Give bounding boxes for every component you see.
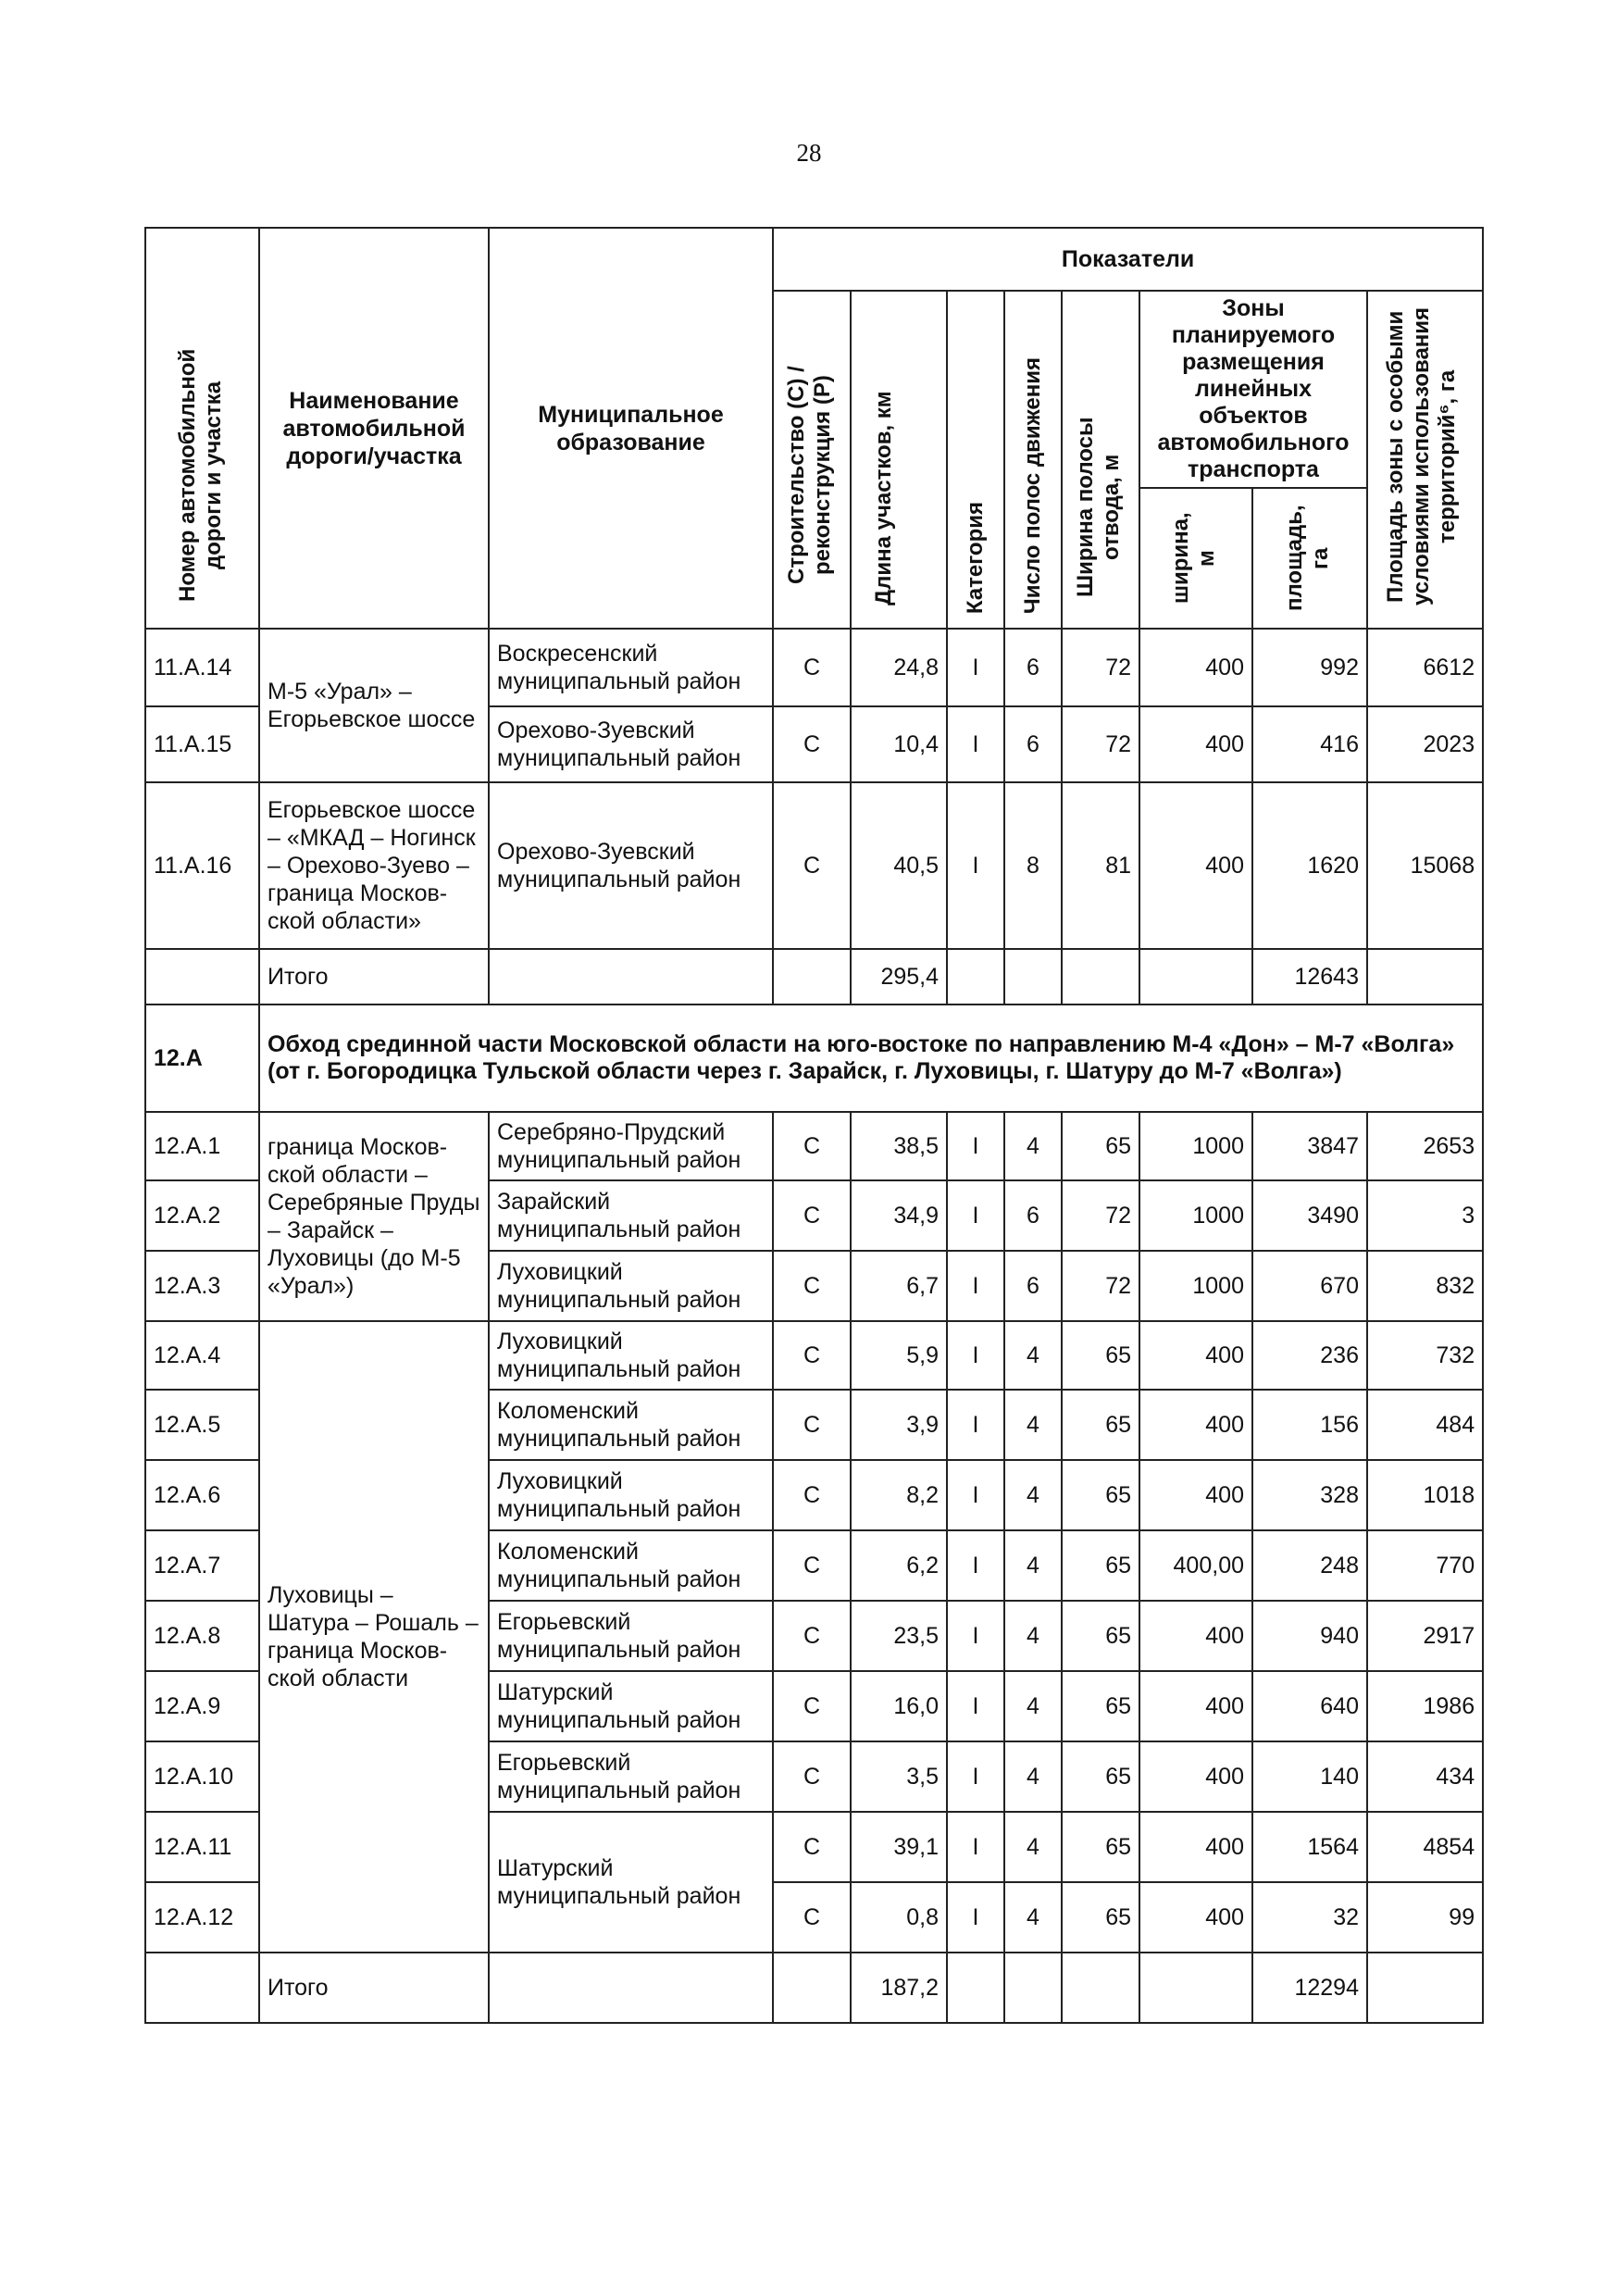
- page-number: 28: [796, 139, 822, 167]
- municipality: Зарайский муниципальный район: [489, 1180, 773, 1251]
- row-id: 12.А.1: [145, 1112, 259, 1180]
- total-zone-area: 12643: [1252, 949, 1367, 1004]
- lanes: 8: [1004, 782, 1062, 949]
- section-title: Обход срединной части Московской области на юго-востоке по направлению М-4 «Дон» – М-7 «Волга» (от г. Богородицка Тульской области через г. Зарайск, г. Луховицы, г. Шатуру до М-7 «Волга»): [259, 1004, 1483, 1112]
- municipality: Орехово-Зуевский муниципальный район: [489, 706, 773, 782]
- row-width: 72: [1062, 629, 1139, 706]
- row-id: 11.А.15: [145, 706, 259, 782]
- construction: С: [773, 706, 851, 782]
- zone-width: 400: [1139, 782, 1252, 949]
- header-category: Категория: [947, 291, 1004, 629]
- total-label: Итого: [259, 949, 489, 1004]
- header-indicators: Показатели: [773, 228, 1483, 291]
- table-row: 12.А.10 Егорьевский муниципальный район С 3,5 I 4 65 400 140 434: [145, 1741, 1483, 1812]
- table-row: 12.А.9 Шатурский муниципальный район С 16,0 I 4 65 400 640 1986: [145, 1671, 1483, 1741]
- table-row: 12.А.4 Луховицы – Шатура – Рошаль – граница Москов-ской области Луховицкий муниципальный район С 5,9 I 4 65 400 236 732: [145, 1321, 1483, 1390]
- table-row: 12.А.1 граница Москов-ской области – Серебряные Пруды – Зарайск – Луховицы (до М-5 «Урал») Серебряно-Прудский муниципальный район С 38,5 I 4 65 1000 3847 2653: [145, 1112, 1483, 1180]
- road-name: граница Москов-ской области – Серебряные Пруды – Зарайск – Луховицы (до М-5 «Урал»): [259, 1112, 489, 1321]
- total-label: Итого: [259, 1953, 489, 2023]
- table-row: 12.А.11 Шатурский муниципальный район С 39,1 I 4 65 400 1564 4854: [145, 1812, 1483, 1882]
- municipality: Воскресенский муниципальный район: [489, 629, 773, 706]
- table-row: 12.А.5 Коломенский муниципальный район С 3,9 I 4 65 400 156 484: [145, 1390, 1483, 1460]
- row-id: 12.А.12: [145, 1882, 259, 1953]
- row-id: 12.А.11: [145, 1812, 259, 1882]
- municipality: Луховицкий муниципальный район: [489, 1251, 773, 1321]
- row-id: 11.А.16: [145, 782, 259, 949]
- special-area: 15068: [1367, 782, 1483, 949]
- road-name: М-5 «Урал» – Егорьевское шоссе: [259, 629, 489, 782]
- table-row: [145, 782, 1483, 949]
- section-id: 12.А: [145, 1004, 259, 1112]
- header-zone-width: ширина, м: [1139, 488, 1252, 629]
- length: 40,5: [851, 782, 947, 949]
- row-id: 12.А.9: [145, 1671, 259, 1741]
- municipality: Луховицкий муниципальный район: [489, 1460, 773, 1530]
- category: I: [947, 782, 1004, 949]
- total-length: 295,4: [851, 949, 947, 1004]
- zone-width: 400: [1139, 629, 1252, 706]
- row-id: 12.А.4: [145, 1321, 259, 1390]
- header-construction: Строительство (С) / реконструкция (Р): [773, 291, 851, 629]
- table-row: 12.А.2 Зарайский муниципальный район С 34,9 I 6 72 1000 3490 3: [145, 1180, 1483, 1251]
- road-name: Егорьевское шоссе – «МКАД – Ногинск – Орехово-Зуево – граница Москов-ской области»: [259, 782, 489, 949]
- municipality: Шатурский муниципальный район: [489, 1671, 773, 1741]
- zone-area: 416: [1252, 706, 1367, 782]
- total-row: [145, 1953, 1483, 2023]
- table-row: 12.А.7 Коломенский муниципальный район С 6,2 I 4 65 400,00 248 770: [145, 1530, 1483, 1601]
- header-name: Наименование автомобильной дороги/участка: [259, 228, 489, 629]
- row-width: 72: [1062, 706, 1139, 782]
- zone-width: 400: [1139, 706, 1252, 782]
- total-length: 187,2: [851, 1953, 947, 2023]
- length: 24,8: [851, 629, 947, 706]
- municipality: Орехово-Зуевский муниципальный район: [489, 782, 773, 949]
- lanes: 6: [1004, 706, 1062, 782]
- total-row: [145, 949, 1483, 1004]
- table-row: 12.А.8 Егорьевский муниципальный район С 23,5 I 4 65 400 940 2917: [145, 1601, 1483, 1671]
- municipality: Серебряно-Прудский муниципальный район: [489, 1112, 773, 1180]
- zone-area: 1620: [1252, 782, 1367, 949]
- lanes: 6: [1004, 629, 1062, 706]
- municipality: Коломенский муниципальный район: [489, 1530, 773, 1601]
- row-id: 12.А.8: [145, 1601, 259, 1671]
- municipality: Шатурский муниципальный район: [489, 1812, 773, 1953]
- municipality: Коломенский муниципальный район: [489, 1390, 773, 1460]
- row-id: 12.А.3: [145, 1251, 259, 1321]
- row-id: 11.А.14: [145, 629, 259, 706]
- municipality: Егорьевский муниципальный район: [489, 1741, 773, 1812]
- header-lanes: Число полос движения: [1004, 291, 1062, 629]
- row-id: 12.А.7: [145, 1530, 259, 1601]
- section-row: [145, 1004, 1483, 1112]
- table-row: [145, 629, 1483, 706]
- header-row-width: Ширина полосы отвода, м: [1062, 291, 1139, 629]
- length: 10,4: [851, 706, 947, 782]
- table-row: 12.А.6 Луховицкий муниципальный район С 8,2 I 4 65 400 328 1018: [145, 1460, 1483, 1530]
- zone-area: 992: [1252, 629, 1367, 706]
- header-length: Длина участков, км: [851, 291, 947, 629]
- construction: С: [773, 629, 851, 706]
- construction: С: [773, 782, 851, 949]
- total-zone-area: 12294: [1252, 1953, 1367, 2023]
- header-zone-area: площадь, га: [1252, 488, 1367, 629]
- table-row: 12.А.3 Луховицкий муниципальный район С 6,7 I 6 72 1000 670 832: [145, 1251, 1483, 1321]
- row-id: 12.А.2: [145, 1180, 259, 1251]
- row-id: 12.А.6: [145, 1460, 259, 1530]
- row-id: 12.А.10: [145, 1741, 259, 1812]
- header-zones: Зоны планируемого размещения линейных объектов автомобильного транспорта: [1139, 291, 1367, 488]
- header-municipality: Муниципальное образование: [489, 228, 773, 629]
- road-name: Луховицы – Шатура – Рошаль – граница Москов-ской области: [259, 1321, 489, 1953]
- category: I: [947, 629, 1004, 706]
- roads-table: [144, 227, 1484, 2024]
- header-row-1: [145, 228, 1483, 291]
- category: I: [947, 706, 1004, 782]
- header-number: Номер автомобильной дороги и участка: [145, 228, 259, 629]
- municipality: Луховицкий муниципальный район: [489, 1321, 773, 1390]
- special-area: 6612: [1367, 629, 1483, 706]
- table-row: 12.А.12 С 0,8 I 4 65 400 32 99: [145, 1882, 1483, 1953]
- row-width: 81: [1062, 782, 1139, 949]
- municipality: Егорьевский муниципальный район: [489, 1601, 773, 1671]
- header-special-area: Площадь зоны с особыми условиями использования территорий⁶, га: [1367, 291, 1483, 629]
- row-id: 12.А.5: [145, 1390, 259, 1460]
- special-area: 2023: [1367, 706, 1483, 782]
